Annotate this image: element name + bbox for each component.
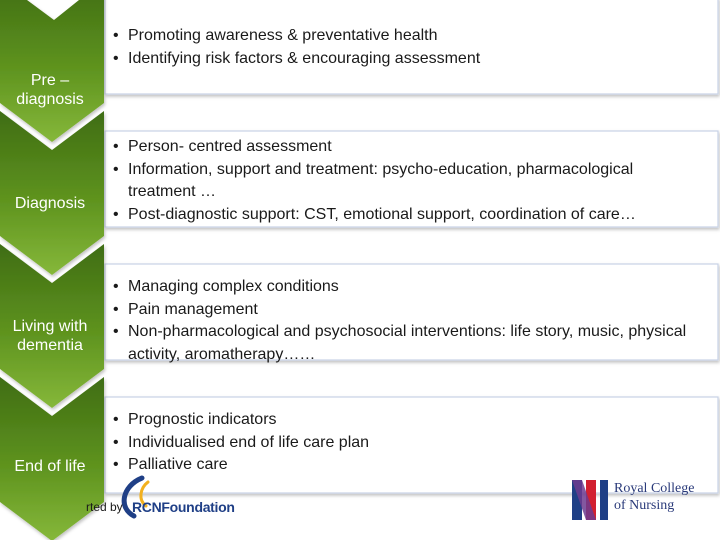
stage-label-end-of-life: End of life (14, 458, 86, 475)
bullet-item: • Pain management (113, 299, 703, 322)
bullet-item: • Managing complex conditions (113, 276, 703, 299)
bullet-item: • Individualised end of life care plan (113, 432, 703, 455)
stage-label-pre-diagnosis: Pre – diagnosis (16, 72, 84, 108)
stage-bullets-diagnosis (113, 136, 703, 226)
bullet-item: • Person- centred assessment (113, 136, 703, 159)
stage-label-diagnosis: Diagnosis (14, 195, 86, 212)
rcn-foundation-logo-text: RCNFoundation (132, 499, 235, 515)
supported-by-text: rted by (86, 500, 123, 514)
stage-label-living-with-dementia: Living with dementia (12, 318, 88, 354)
stage-bullets-living-with-dementia (113, 276, 703, 366)
bullet-item: • Post-diagnostic support: CST, emotional support, coordination of care… (113, 204, 703, 227)
bullet-item: • Identifying risk factors & encouraging assessment (113, 48, 703, 71)
stage-bullets-pre-diagnosis (113, 25, 703, 70)
bullet-item: • Non-pharmacological and psychosocial interventions: life story, music, physical activity, aromatherapy…… (113, 321, 703, 366)
stage-bullets-end-of-life (113, 409, 703, 477)
bullet-item: • Palliative care (113, 454, 703, 477)
bullet-item: • Promoting awareness & preventative health (113, 25, 703, 48)
bullet-item: • Information, support and treatment: psycho-education, pharmacological treatment … (113, 159, 703, 204)
royal-college-of-nursing-logo-text: Royal College of Nursing (614, 481, 695, 513)
royal-college-logo-mark (572, 480, 608, 520)
bullet-item: • Prognostic indicators (113, 409, 703, 432)
